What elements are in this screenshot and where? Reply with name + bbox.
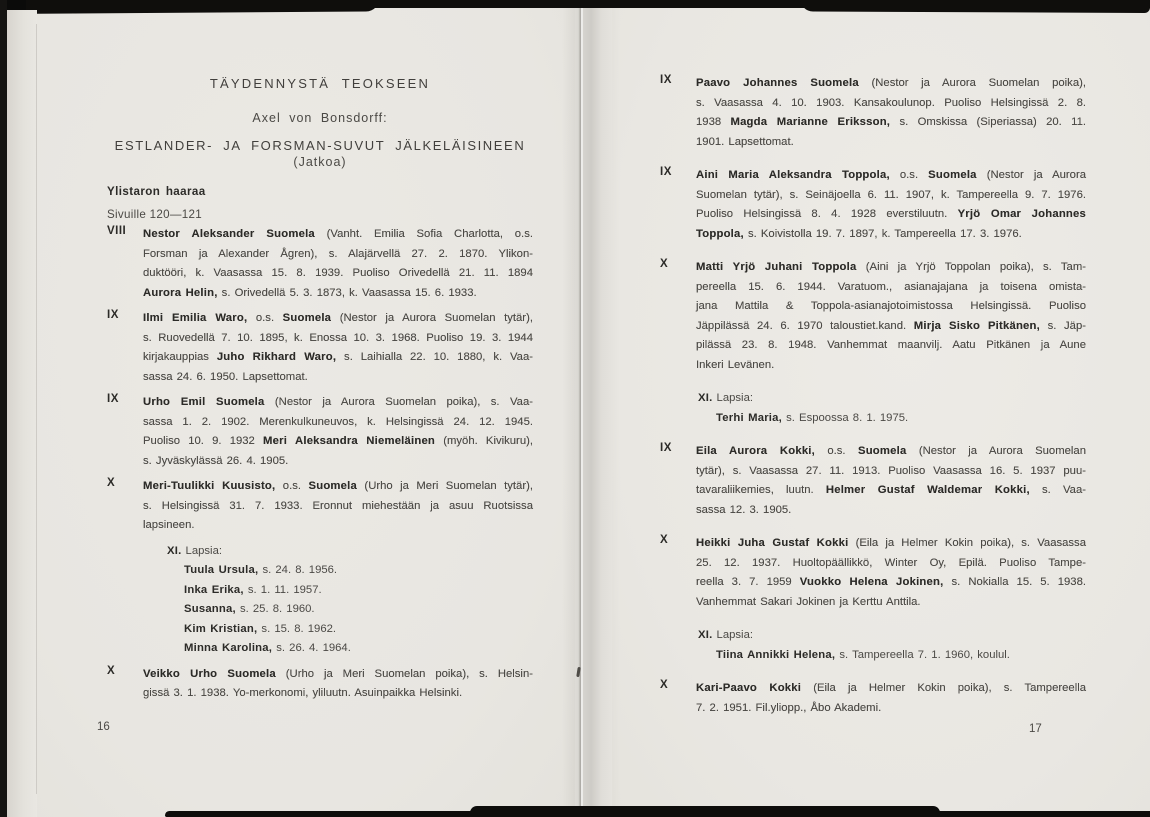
person-name: Suomela bbox=[928, 169, 977, 181]
entry-line bbox=[696, 133, 1086, 153]
entry-text: s. 26. 4. 1964. bbox=[272, 642, 351, 654]
generation-numeral: IX bbox=[660, 74, 672, 86]
right-page bbox=[612, 0, 1150, 817]
entry-line bbox=[143, 684, 533, 704]
person-name: Veikko Urho Suomela bbox=[143, 667, 276, 680]
entry-line bbox=[696, 356, 1086, 376]
person-name: Aurora Helin, bbox=[143, 286, 218, 299]
entry-text: (myöh. Kivikuru), bbox=[435, 435, 533, 447]
left-entries bbox=[107, 225, 533, 704]
person-name: Matti Yrjö Juhani Toppola bbox=[696, 261, 857, 273]
entry-text: (Nestor ja Aurora Suomelan bbox=[906, 445, 1086, 457]
entry-line bbox=[696, 166, 1086, 186]
entry-text: sassa 24. 6. 1950. Lapsettomat. bbox=[143, 370, 308, 383]
genealogy-entry bbox=[660, 166, 1086, 244]
entry-line bbox=[143, 329, 533, 349]
person-name: Suomela bbox=[282, 312, 332, 324]
person-name: Kim Kristian, bbox=[184, 622, 258, 635]
entry-line bbox=[143, 665, 533, 685]
entry-line bbox=[143, 368, 533, 388]
entry-line bbox=[696, 113, 1086, 133]
entry-text: s. Nokialla 15. 5. 1938. bbox=[943, 576, 1086, 588]
children-block bbox=[660, 389, 1086, 428]
entry-text: (Urho ja Meri Suomelan tytär), bbox=[356, 480, 533, 492]
entry-text: Puoliso Helsingissä 8. 4. 1928 everstiluutn. bbox=[696, 208, 958, 220]
person-name: Eila Aurora Kokki, bbox=[696, 445, 815, 457]
entry-text: o.s. bbox=[275, 480, 309, 492]
entry-text: (Nestor ja Aurora bbox=[976, 169, 1086, 181]
entry-line bbox=[696, 462, 1086, 482]
entry-line bbox=[143, 348, 533, 368]
entry-line bbox=[696, 258, 1086, 278]
work-title: ESTLANDER- JA FORSMAN-SUVUT JÄLKELÄISINEEN bbox=[114, 138, 526, 153]
page-edge-band bbox=[7, 10, 37, 817]
child-line bbox=[716, 409, 1086, 429]
child-line bbox=[184, 639, 533, 659]
genealogy-entry bbox=[107, 393, 533, 471]
entry-text: 25. 12. 1937. Huoltopäällikkö, Winter Oy, Epilä. Puoliso Tampe- bbox=[696, 556, 1086, 569]
person-name: Terhi Maria, bbox=[716, 411, 782, 424]
page-number-left: 16 bbox=[97, 721, 110, 733]
entry-line bbox=[696, 593, 1086, 613]
child-line bbox=[184, 600, 533, 620]
generation-numeral: IX bbox=[660, 166, 672, 178]
entry-text: s. 25. 8. 1960. bbox=[235, 603, 315, 615]
entry-text: Puoliso 10. 9. 1932 bbox=[143, 435, 264, 447]
entry-text: s. Koivistolla 19. 7. 1897, k. Tampereella 17. 3. 1976. bbox=[743, 227, 1022, 240]
entry-text: tavaraliikemies, luutn. bbox=[696, 484, 826, 496]
book-gutter-shadow bbox=[562, 0, 620, 817]
entry-text: s. Vaa- bbox=[1029, 484, 1087, 496]
entry-text: Lapsia: bbox=[712, 629, 753, 641]
scan-left-edge bbox=[0, 0, 7, 817]
entry-text: (Aini ja Yrjö Toppolan poika), s. Tam- bbox=[856, 261, 1087, 273]
person-name: Susanna, bbox=[184, 603, 236, 615]
person-name: Kari-Paavo Kokki bbox=[696, 682, 802, 694]
person-name: XI. bbox=[167, 544, 182, 557]
children-block bbox=[660, 626, 1086, 665]
person-name: Suomela bbox=[308, 480, 357, 492]
genealogy-entry bbox=[107, 665, 533, 704]
entry-text: (Eila ja Helmer Kokin poika), s. Vaasassa bbox=[848, 537, 1086, 549]
genealogy-entry bbox=[660, 258, 1086, 375]
person-name: Nestor Aleksander Suomela bbox=[143, 228, 315, 240]
entry-body bbox=[696, 534, 1086, 612]
person-name: Juho Rikhard Waro, bbox=[216, 351, 337, 363]
entry-line bbox=[143, 284, 533, 304]
entry-text: 1938 bbox=[696, 116, 731, 128]
person-name: Magda Marianne Eriksson, bbox=[730, 116, 891, 128]
entry-text: o.s. bbox=[247, 312, 283, 324]
person-name: Mirja Sisko Pitkänen, bbox=[913, 319, 1040, 332]
left-page-content bbox=[107, 76, 533, 704]
person-name: Toppola, bbox=[696, 227, 744, 240]
children-block bbox=[107, 542, 533, 659]
person-name: Meri-Tuulikki Kuusisto, bbox=[143, 480, 276, 492]
entry-line bbox=[696, 699, 1086, 719]
pages-reference: Sivuille 120—121 bbox=[107, 208, 203, 221]
book-gutter-line bbox=[581, 6, 583, 811]
entry-line bbox=[143, 309, 533, 329]
entry-text: kirjakauppias bbox=[143, 351, 217, 363]
scan-top-edge-right bbox=[800, 0, 1150, 13]
entry-text: (Nestor ja Aurora Suomelan poika), bbox=[858, 77, 1086, 89]
entry-line bbox=[696, 186, 1086, 206]
entry-text: (Nestor ja Aurora Suomelan tytär), bbox=[331, 312, 533, 324]
entry-text: Inkeri Levänen. bbox=[696, 358, 775, 371]
right-page-content bbox=[660, 0, 1086, 718]
entry-line bbox=[696, 501, 1086, 521]
entry-text: s. 1. 11. 1957. bbox=[243, 583, 322, 596]
entry-line bbox=[143, 432, 533, 452]
entry-body bbox=[143, 393, 533, 471]
entry-body bbox=[696, 679, 1086, 718]
entry-text: s. 24. 8. 1956. bbox=[258, 564, 338, 576]
entry-line bbox=[696, 442, 1086, 462]
person-name: Meri Aleksandra Niemeläinen bbox=[263, 435, 436, 447]
person-name: XI. bbox=[698, 392, 713, 404]
generation-numeral: X bbox=[660, 534, 669, 546]
entry-text: s. Jyväskylässä 26. 4. 1905. bbox=[143, 454, 289, 467]
page-title: TÄYDENNYSTÄ TEOKSEEN bbox=[209, 76, 431, 91]
entry-text: s. Helsingissä 31. 7. 1933. Eronnut miehestään ja asuu Ruotsissa bbox=[143, 499, 533, 512]
entry-line bbox=[696, 278, 1086, 298]
entry-line bbox=[696, 336, 1086, 356]
entry-text: s. Omskissa (Siperiassa) 20. 11. bbox=[890, 116, 1086, 128]
entry-line bbox=[143, 497, 533, 517]
entry-line bbox=[696, 205, 1086, 225]
entry-line bbox=[696, 225, 1086, 245]
entry-line bbox=[143, 393, 533, 413]
genealogy-entry bbox=[107, 477, 533, 536]
entry-body bbox=[143, 309, 533, 387]
entry-text: gissä 3. 1. 1938. Yo-merkonomi, yliluutn. Asuinpaikka Helsinki. bbox=[143, 687, 463, 699]
entry-text: s. 15. 8. 1962. bbox=[257, 622, 337, 635]
entry-text: s. Tampereella 7. 1. 1960, koulul. bbox=[835, 648, 1010, 661]
person-name: Suomela bbox=[857, 445, 907, 457]
entry-text: Suomelan tytär), s. Seinäjoella 6. 11. 1907, k. Tampereella 9. 7. 1976. bbox=[696, 188, 1086, 201]
person-name: Vuokko Helena Jokinen, bbox=[799, 576, 944, 588]
entry-line bbox=[143, 225, 533, 245]
entry-text: pereella 15. 6. 1944. Varatuom., asianajajana ja toisena omista- bbox=[696, 280, 1086, 293]
generation-numeral: IX bbox=[107, 393, 119, 405]
entry-body bbox=[696, 258, 1086, 375]
person-name: Paavo Johannes Suomela bbox=[696, 77, 859, 89]
genealogy-entry bbox=[660, 534, 1086, 612]
children-label bbox=[698, 626, 1086, 646]
entry-text: Jäppilässä 24. 6. 1970 taloustiet.kand. bbox=[696, 319, 914, 332]
person-name: Ilmi Emilia Waro, bbox=[143, 312, 248, 324]
entry-text: (Eila ja Helmer Kokin poika), s. Tampereella bbox=[801, 682, 1086, 694]
genealogy-entry bbox=[660, 74, 1086, 152]
left-page bbox=[37, 0, 575, 817]
entry-body bbox=[143, 477, 533, 536]
entry-text: Lapsia: bbox=[712, 392, 753, 404]
page-edge-line bbox=[36, 24, 37, 794]
entry-line bbox=[696, 573, 1086, 593]
entry-line bbox=[696, 297, 1086, 317]
entry-line bbox=[143, 452, 533, 472]
person-name: Heikki Juha Gustaf Kokki bbox=[696, 537, 849, 549]
child-line bbox=[184, 561, 533, 581]
entry-text: Forsman ja Alexander Ågren), s. Alajärvellä 27. 2. 1870. Ylikon- bbox=[143, 247, 533, 260]
entry-text: s. Laihialla 22. 10. 1880, k. Vaa- bbox=[336, 351, 534, 363]
person-name: Helmer Gustaf Waldemar Kokki, bbox=[825, 484, 1030, 496]
entry-line bbox=[696, 554, 1086, 574]
genealogy-entry bbox=[107, 225, 533, 303]
child-line bbox=[184, 620, 533, 640]
generation-numeral: X bbox=[107, 477, 116, 489]
entry-text: 7. 2. 1951. Fil.yliopp., Åbo Akademi. bbox=[696, 701, 882, 714]
branch-heading: Ylistaron haaraa bbox=[107, 185, 206, 198]
child-line bbox=[184, 581, 533, 601]
right-entries bbox=[660, 74, 1086, 718]
child-line bbox=[716, 646, 1086, 666]
generation-numeral: VIII bbox=[107, 225, 127, 237]
children-label bbox=[698, 389, 1086, 409]
children-label bbox=[167, 542, 533, 562]
entry-text: tytär), s. Vaasassa 27. 11. 1913. Puoliso Vaasassa 16. 5. 1937 puu- bbox=[696, 464, 1086, 477]
person-name: Tiina Annikki Helena, bbox=[716, 648, 836, 661]
genealogy-entry bbox=[660, 679, 1086, 718]
entry-body bbox=[696, 166, 1086, 244]
entry-line bbox=[143, 477, 533, 497]
entry-text: lapsineen. bbox=[143, 519, 195, 531]
entry-text: s. Jäp- bbox=[1039, 319, 1086, 332]
entry-line bbox=[696, 534, 1086, 554]
generation-numeral: X bbox=[660, 679, 669, 691]
entry-body bbox=[143, 225, 533, 303]
person-name: Yrjö Omar Johannes bbox=[957, 208, 1086, 220]
entry-line bbox=[143, 413, 533, 433]
person-name: XI. bbox=[698, 629, 713, 641]
person-name: Aini Maria Aleksandra Toppola, bbox=[696, 169, 890, 181]
entry-text: (Vanht. Emilia Sofia Charlotta, o.s. bbox=[314, 228, 533, 240]
entry-line bbox=[143, 245, 533, 265]
entry-body bbox=[143, 665, 533, 704]
entry-text: o.s. bbox=[814, 445, 858, 457]
entry-text: s. Ruovedellä 7. 10. 1895, k. Enossa 10. 3. 1968. Puoliso 19. 3. 1944 bbox=[143, 331, 533, 344]
generation-numeral: X bbox=[660, 258, 669, 270]
entry-line bbox=[143, 264, 533, 284]
entry-text: duktööri, k. Vaasassa 15. 8. 1939. Puoliso Orivedellä 21. 11. 1894 bbox=[143, 267, 533, 279]
entry-line bbox=[696, 94, 1086, 114]
entry-text: reella 3. 7. 1959 bbox=[696, 576, 800, 588]
entry-text: sassa 12. 3. 1905. bbox=[696, 503, 792, 516]
person-name: Minna Karolina, bbox=[184, 642, 273, 654]
person-name: Urho Emil Suomela bbox=[143, 396, 265, 408]
entry-text: pilässä 23. 8. 1948. Vanhemmat maanvilj. Aatu Pitkänen ja Aune bbox=[696, 339, 1086, 351]
entry-text: o.s. bbox=[889, 169, 929, 181]
entry-text: jana Mattila & Toppola-asianajotoimistossa Helsingissä. Puoliso bbox=[696, 300, 1086, 312]
page-number-right: 17 bbox=[1029, 723, 1042, 735]
generation-numeral: X bbox=[107, 664, 116, 677]
entry-text: s. Orivedellä 5. 3. 1873, k. Vaasassa 15. 6. 1933. bbox=[217, 286, 477, 299]
entry-line bbox=[143, 516, 533, 536]
entry-text: (Urho ja Meri Suomelan poika), s. Helsin- bbox=[275, 667, 533, 680]
entry-text: (Nestor ja Aurora Suomelan poika), s. Vaa- bbox=[264, 396, 533, 408]
entry-line bbox=[696, 74, 1086, 94]
genealogy-entry bbox=[107, 309, 533, 387]
entry-body bbox=[696, 74, 1086, 152]
person-name: Inka Erika, bbox=[184, 583, 244, 596]
entry-line bbox=[696, 317, 1086, 337]
entry-body bbox=[696, 442, 1086, 520]
person-name: Tuula Ursula, bbox=[184, 564, 259, 576]
entry-text: Vanhemmat Sakari Jokinen ja Kerttu Anttila. bbox=[696, 595, 921, 608]
entry-text: s. Espoossa 8. 1. 1975. bbox=[781, 411, 909, 424]
scan-bottom-edge-thick bbox=[470, 806, 940, 817]
work-subtitle: (Jatkoa) bbox=[293, 155, 347, 169]
entry-text: s. Vaasassa 4. 10. 1903. Kansakoulunop. Puoliso Helsingissä 2. 8. bbox=[696, 96, 1086, 109]
generation-numeral: IX bbox=[660, 442, 672, 454]
entry-text: 1901. Lapsettomat. bbox=[696, 135, 794, 148]
author-line: Axel von Bonsdorff: bbox=[252, 111, 388, 125]
genealogy-entry bbox=[660, 442, 1086, 520]
entry-line bbox=[696, 481, 1086, 501]
entry-line bbox=[696, 679, 1086, 699]
entry-text: sassa 1. 2. 1902. Merenkulkuneuvos, k. Helsingissä 24. 12. 1945. bbox=[143, 415, 533, 428]
entry-text: Lapsia: bbox=[181, 544, 222, 557]
generation-numeral: IX bbox=[107, 309, 119, 321]
